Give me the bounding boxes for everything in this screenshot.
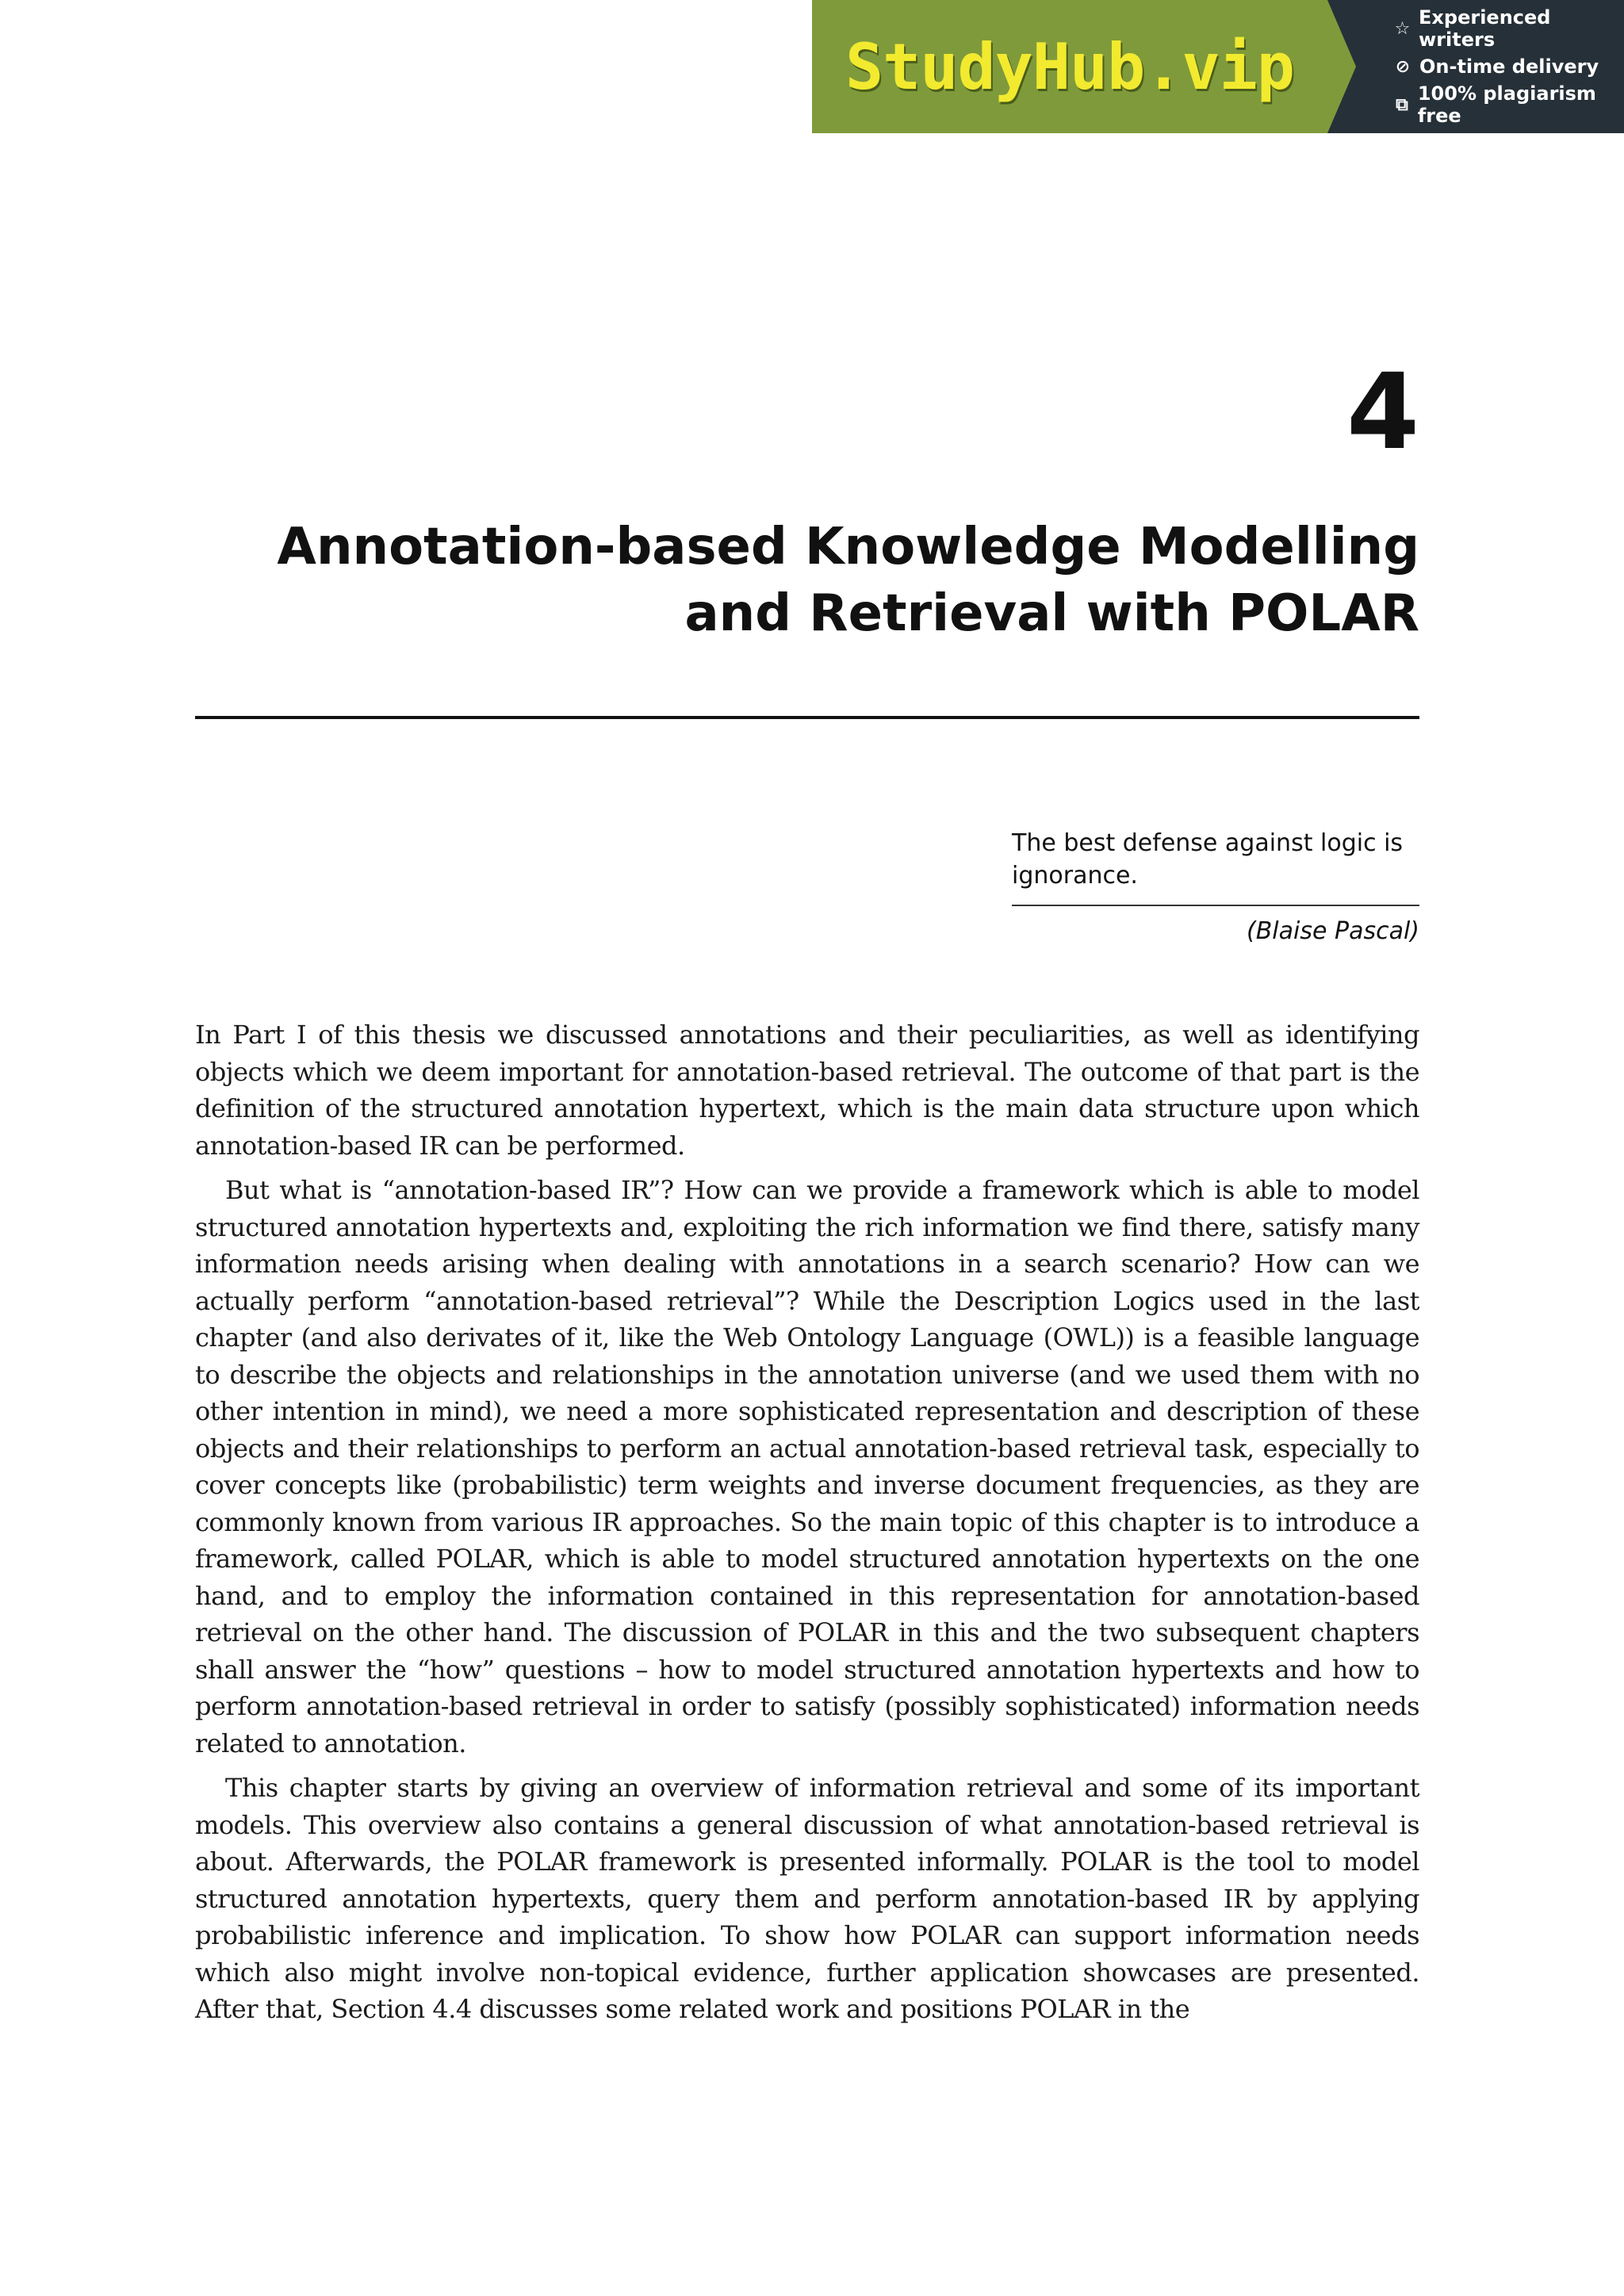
chapter-title: Annotation-based Knowledge Modelling and Retrieval with POLAR — [277, 518, 1419, 643]
feature-experienced-writers — [1394, 6, 1624, 51]
banner-arrow-shape — [1327, 0, 1356, 133]
studyhub-banner[interactable] — [812, 0, 1624, 133]
epigraph-quote: The best defense against logic is ignorance. — [1012, 829, 1404, 890]
paragraph: But what is “annotation-based IR”? How can we provide a framework which is able to model structured annotation hypertexts and, exploiting the rich information we find there, satisfy many information needs arising when dealing with annotations in a search scenario? How can we actually perform “annotation-based retrieval”? While the Description Logics used in the last chapter (and also derivates of it, like the Web Ontology Language (OWL)) is a feasible language to describe the objects and relationships in the annotation universe (and we used them with no other intention in mind), we need a more sophisticated representation and description of these objects and their relationships to perform an actual annotation-based retrieval task, especially to cover concepts like (probabilistic) term weights and inverse document frequencies, as they are commonly known from various IR approaches. So the main topic of this chapter is to introduce a framework, called POLAR, which is able to model structured annotation hypertexts on the one hand, and to employ the information contained in this representation for annotation-based retrieval on the other hand. The discussion of POLAR in this and the two subsequent chapters shall answer the “how” questions – how to model structured annotation hypertexts and how to perform annotation-based retrieval in order to satisfy (possibly sophisticated) information needs related to annotation. — [195, 1175, 1419, 1758]
paragraph: This chapter starts by giving an overview of information retrieval and some of its important models. This overview also contains a general discussion of what annotation-based retrieval is about. Afterwards, the POLAR framework is presented informally. POLAR is the tool to model structured annotation hypertexts, query them and perform annotation-based IR by applying probabilistic inference and implication. To show how POLAR can support information needs which also might involve non-topical evidence, further application showcases are presented. After that, Section 4.4 discusses some related work and positions POLAR in the — [195, 1773, 1419, 2024]
feature-plagiarism-free — [1394, 82, 1624, 127]
title-divider — [195, 716, 1419, 719]
clock-icon: ⊘ — [1395, 56, 1411, 77]
banner-logo-panel[interactable] — [812, 0, 1327, 133]
chapter-number: 4 — [1346, 351, 1419, 473]
feature-on-time-delivery — [1394, 55, 1624, 78]
epigraph-divider — [1012, 905, 1419, 906]
epigraph-author: (Blaise Pascal) — [1247, 917, 1419, 945]
copy-icon: ⧉ — [1396, 94, 1408, 115]
banner-features — [1327, 0, 1624, 133]
feature-label: 100% plagiarism free — [1417, 82, 1596, 127]
paragraph: In Part I of this thesis we discussed annotations and their peculiarities, as well as identifying objects which we deem important for annotation-based retrieval. The outcome of that part is the definition of the structured annotation hypertext, which is the main data structure upon which annotation-based IR can be performed. — [195, 1020, 1419, 1161]
feature-label: Experienced writers — [1419, 6, 1551, 51]
epigraph — [1012, 827, 1419, 947]
body-text — [195, 1016, 1419, 2036]
star-icon: ☆ — [1394, 18, 1411, 39]
studyhub-logo[interactable]: StudyHub.vip — [845, 29, 1294, 104]
feature-label: On-time delivery — [1419, 55, 1599, 78]
